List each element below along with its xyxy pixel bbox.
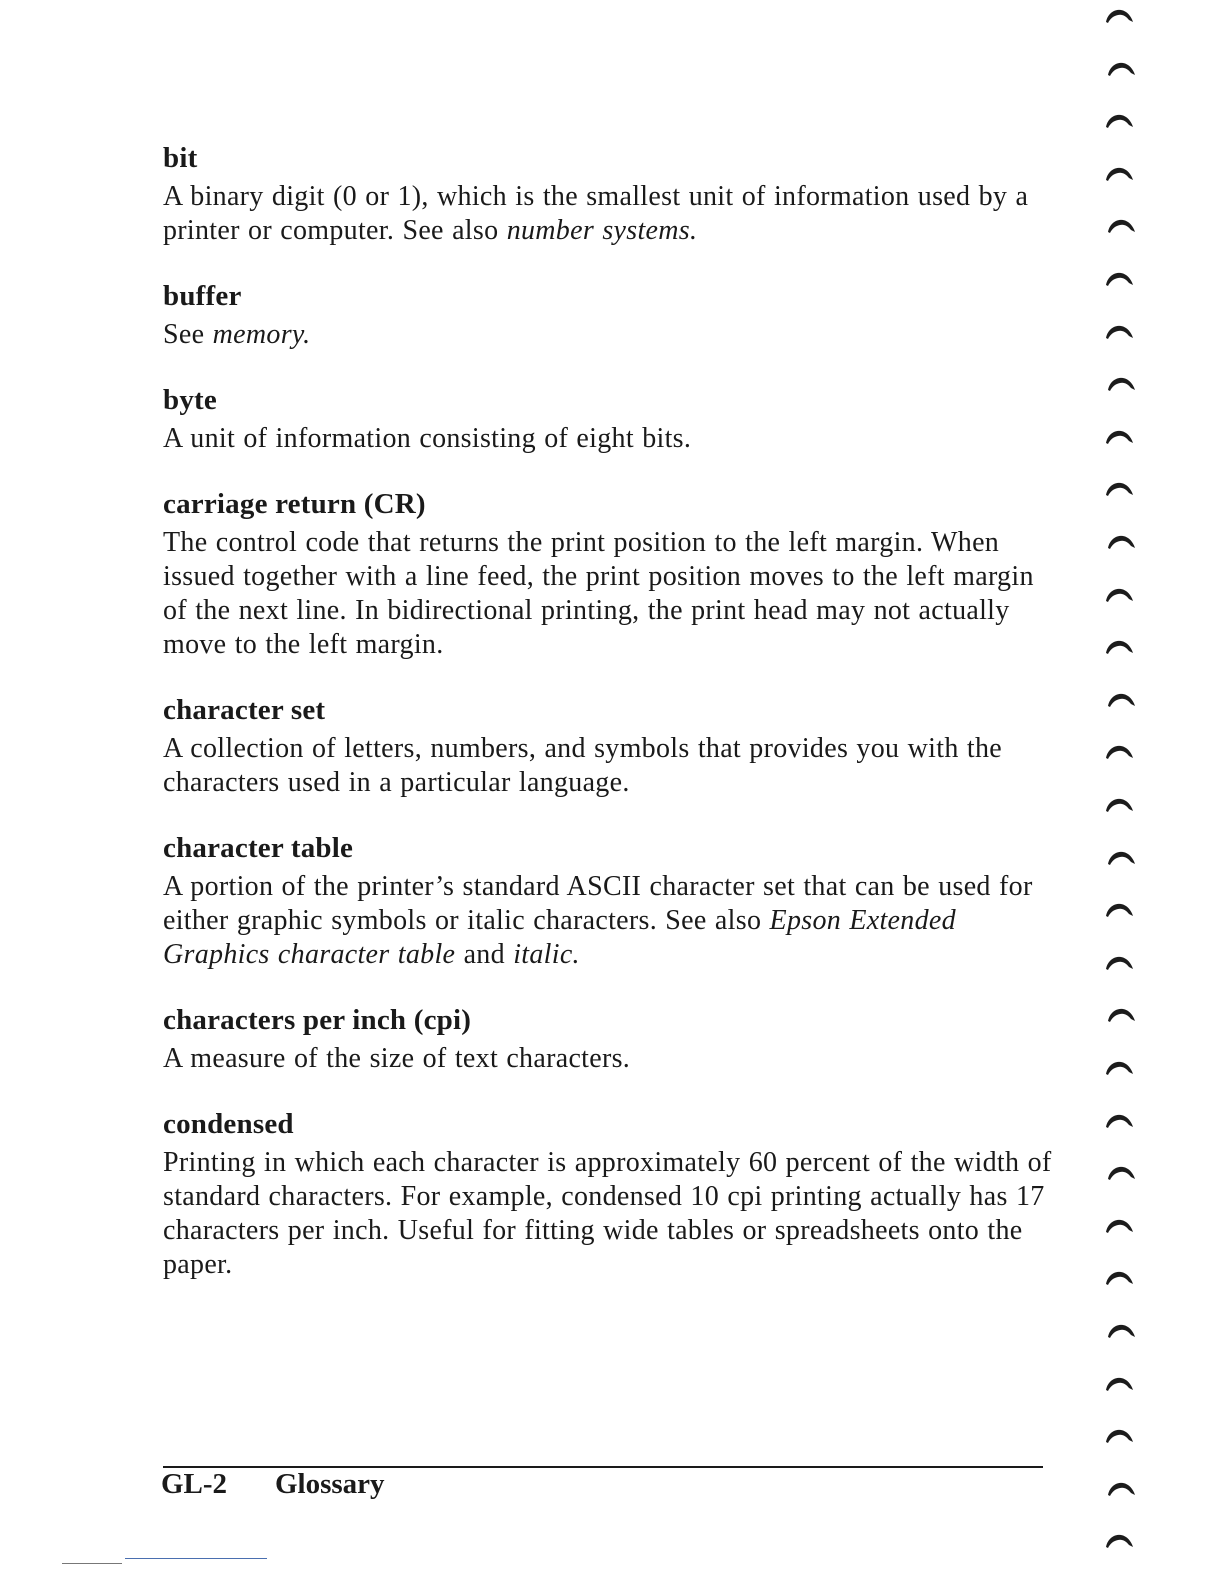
binding-ring-shape xyxy=(1106,957,1133,970)
binding-ring-icon xyxy=(1106,376,1136,392)
entry-definition xyxy=(163,318,1053,352)
glossary-entry-buffer xyxy=(163,278,1053,352)
binding-ring-icon xyxy=(1104,902,1134,918)
binding-ring-icon xyxy=(1104,1270,1134,1286)
glossary-entries xyxy=(163,140,1053,1312)
scan-artifact-line xyxy=(62,1563,122,1564)
binding-ring-shape xyxy=(1106,1114,1133,1127)
binding-ring-shape xyxy=(1106,10,1133,23)
binding-ring-shape xyxy=(1106,746,1133,759)
section-title: Glossary xyxy=(275,1468,385,1500)
glossary-entry-cpi xyxy=(163,1002,1053,1076)
binding-ring-icon xyxy=(1104,639,1134,655)
spiral-binding xyxy=(1100,0,1160,1584)
binding-ring-shape xyxy=(1108,694,1135,707)
binding-ring-shape xyxy=(1106,1535,1133,1548)
entry-term: characters per inch (cpi) xyxy=(163,1004,472,1036)
binding-ring-icon xyxy=(1106,1323,1136,1339)
entry-definition: The control code that returns the print position to the left margin. When issued together with a line feed, the print position moves to the left margin of the next line. In bidirectional printing, the print head may not actually move to the left margin. xyxy=(163,527,1034,660)
binding-ring-icon xyxy=(1104,113,1134,129)
entry-term: bit xyxy=(163,142,198,174)
binding-ring-shape xyxy=(1106,273,1133,286)
binding-ring-icon xyxy=(1106,1007,1136,1023)
binding-ring-shape xyxy=(1108,62,1135,75)
binding-ring-shape xyxy=(1108,1167,1135,1180)
entry-term: byte xyxy=(163,384,217,416)
entry-definition: A measure of the size of text characters. xyxy=(163,1043,631,1074)
binding-ring-icon xyxy=(1104,1428,1134,1444)
see-also-reference: number systems. xyxy=(506,215,698,246)
binding-ring-icon xyxy=(1104,587,1134,603)
entry-definition xyxy=(163,870,1053,972)
binding-ring-icon xyxy=(1106,850,1136,866)
binding-ring-shape xyxy=(1106,1272,1133,1285)
binding-ring-icon xyxy=(1104,797,1134,813)
binding-ring-icon xyxy=(1104,955,1134,971)
binding-ring-shape xyxy=(1108,1483,1135,1496)
binding-ring-icon xyxy=(1104,429,1134,445)
scan-artifact-line xyxy=(125,1558,267,1559)
entry-definition xyxy=(163,180,1053,248)
binding-ring-icon xyxy=(1106,534,1136,550)
binding-ring-icon xyxy=(1104,1376,1134,1392)
binding-ring-shape xyxy=(1108,1325,1135,1338)
binding-ring-shape xyxy=(1108,220,1135,233)
binding-ring-icon xyxy=(1106,1165,1136,1181)
page-footer xyxy=(161,1466,385,1502)
binding-ring-icon xyxy=(1106,61,1136,77)
binding-ring-shape xyxy=(1106,641,1133,654)
binding-ring-shape xyxy=(1106,483,1133,496)
entry-term: character table xyxy=(163,832,354,864)
binding-ring-shape xyxy=(1106,1430,1133,1443)
glossary-entry-condensed xyxy=(163,1106,1053,1282)
see-also-reference: Epson Extended Graphics character table xyxy=(163,905,956,970)
glossary-entry-carriage-return xyxy=(163,486,1053,662)
binding-ring-icon xyxy=(1106,218,1136,234)
entry-term: character set xyxy=(163,694,326,726)
binding-ring-icon xyxy=(1104,1113,1134,1129)
binding-ring-shape xyxy=(1106,115,1133,128)
entry-definition: Printing in which each character is approximately 60 percent of the width of standard characters. For example, condensed 10 cpi printing actually has 17 characters per inch. Useful for fitting wide tables or spreadsheets onto the paper. xyxy=(163,1147,1052,1280)
binding-ring-icon xyxy=(1106,692,1136,708)
binding-ring-icon xyxy=(1104,1218,1134,1234)
see-also-reference: italic. xyxy=(513,939,580,970)
entry-definition: A collection of letters, numbers, and symbols that provides you with the characters used in a particular language. xyxy=(163,733,1003,798)
binding-ring-icon xyxy=(1104,324,1134,340)
binding-ring-icon xyxy=(1106,1481,1136,1497)
binding-ring-shape xyxy=(1106,904,1133,917)
entry-definition: A unit of information consisting of eight bits. xyxy=(163,423,692,454)
binding-ring-icon xyxy=(1104,481,1134,497)
definition-joiner: and xyxy=(455,939,514,970)
binding-ring-shape xyxy=(1106,1220,1133,1233)
page-number: GL-2 xyxy=(161,1468,228,1500)
entry-term: carriage return (CR) xyxy=(163,488,426,520)
binding-ring-icon xyxy=(1104,744,1134,760)
binding-ring-shape xyxy=(1106,325,1133,338)
entry-term: buffer xyxy=(163,280,242,312)
binding-ring-shape xyxy=(1108,378,1135,391)
binding-ring-shape xyxy=(1108,851,1135,864)
glossary-entry-character-set xyxy=(163,692,1053,800)
binding-ring-shape xyxy=(1108,1009,1135,1022)
binding-ring-icon xyxy=(1104,1060,1134,1076)
binding-ring-icon xyxy=(1104,8,1134,24)
definition-text: See xyxy=(163,319,213,350)
binding-ring-icon xyxy=(1104,166,1134,182)
binding-ring-shape xyxy=(1106,1377,1133,1390)
definition-text: A portion of the printer’s standard ASCII character set that can be used for either graphic symbols or italic characters. See also xyxy=(163,871,1033,936)
binding-ring-shape xyxy=(1106,168,1133,181)
binding-ring-shape xyxy=(1106,1062,1133,1075)
see-also-reference: memory. xyxy=(212,319,311,350)
glossary-entry-character-table xyxy=(163,830,1053,972)
binding-ring-shape xyxy=(1108,536,1135,549)
binding-ring-shape xyxy=(1106,431,1133,444)
binding-ring-icon xyxy=(1104,271,1134,287)
binding-ring-icon xyxy=(1104,1533,1134,1549)
binding-ring-shape xyxy=(1106,799,1133,812)
glossary-entry-bit xyxy=(163,140,1053,248)
glossary-entry-byte xyxy=(163,382,1053,456)
entry-term: condensed xyxy=(163,1108,294,1140)
binding-ring-shape xyxy=(1106,588,1133,601)
definition-text: A binary digit (0 or 1), which is the smallest unit of information used by a printer or computer. See also xyxy=(163,181,1029,246)
